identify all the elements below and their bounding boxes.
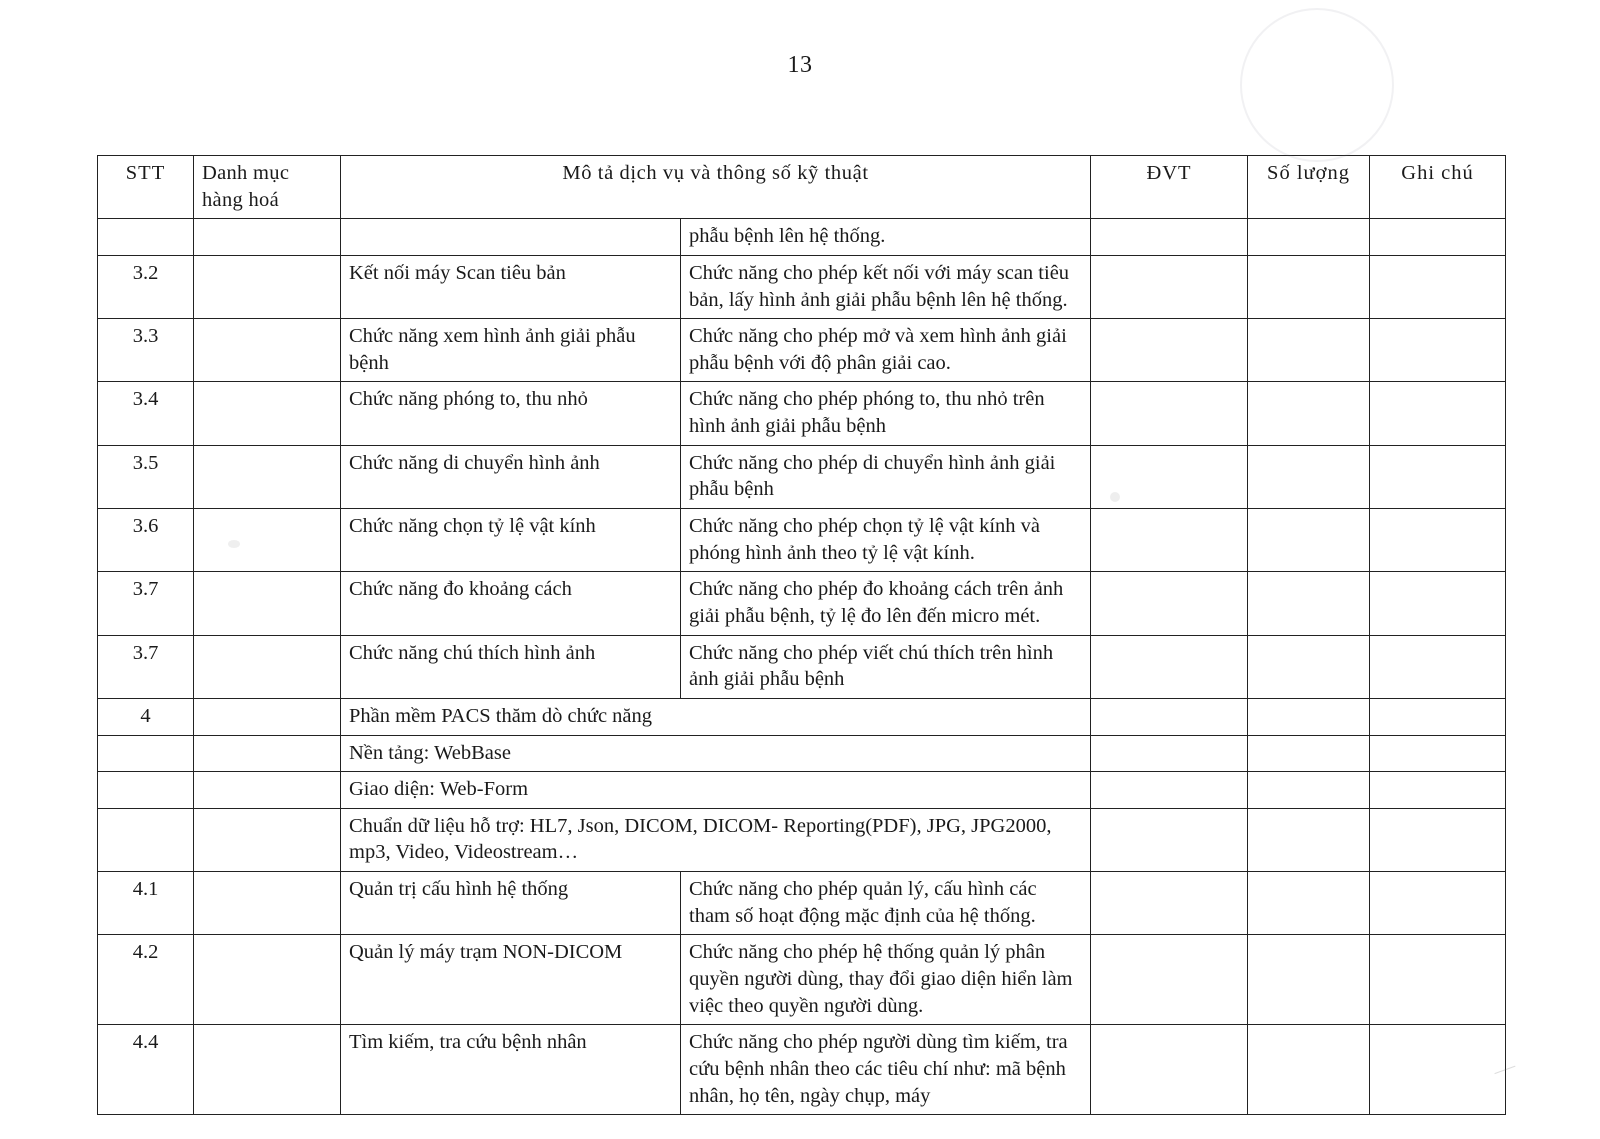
cell-stt: 3.5 <box>98 445 194 508</box>
cell-danh-muc <box>194 772 341 809</box>
cell-stt: 3.7 <box>98 635 194 698</box>
table-row <box>98 572 1506 635</box>
cell-ghi-chu <box>1370 255 1506 318</box>
cell-so-luong <box>1248 698 1370 735</box>
cell-dvt <box>1091 772 1248 809</box>
cell-danh-muc <box>194 935 341 1025</box>
specification-table <box>97 155 1506 1115</box>
cell-stt: 4 <box>98 698 194 735</box>
table-row <box>98 219 1506 256</box>
cell-mo-ta: Chức năng cho phép di chuyển hình ảnh giải phẫu bệnh <box>681 445 1091 508</box>
cell-mo-ta: Chức năng cho phép đo khoảng cách trên ảnh giải phẫu bệnh, tỷ lệ đo lên đến micro mét. <box>681 572 1091 635</box>
cell-danh-muc <box>194 509 341 572</box>
cell-dvt <box>1091 808 1248 871</box>
cell-danh-muc <box>194 698 341 735</box>
cell-dvt <box>1091 382 1248 445</box>
table-row <box>98 382 1506 445</box>
specification-table-wrapper <box>97 155 1505 1115</box>
cell-dvt <box>1091 319 1248 382</box>
table-row <box>98 872 1506 935</box>
cell-ghi-chu <box>1370 872 1506 935</box>
cell-stt: 3.3 <box>98 319 194 382</box>
cell-danh-muc <box>194 635 341 698</box>
cell-so-luong <box>1248 1025 1370 1115</box>
cell-stt <box>98 808 194 871</box>
cell-ten <box>341 219 681 256</box>
cell-so-luong <box>1248 319 1370 382</box>
cell-mo-ta: Chức năng cho phép viết chú thích trên hình ảnh giải phẫu bệnh <box>681 635 1091 698</box>
cell-mo-ta: Chức năng cho phép mở và xem hình ảnh giải phẫu bệnh với độ phân giải cao. <box>681 319 1091 382</box>
cell-ghi-chu <box>1370 219 1506 256</box>
cell-stt: 3.6 <box>98 509 194 572</box>
cell-dvt <box>1091 735 1248 772</box>
cell-dvt <box>1091 255 1248 318</box>
cell-ghi-chu <box>1370 572 1506 635</box>
cell-ghi-chu <box>1370 382 1506 445</box>
cell-ten-span: Chuẩn dữ liệu hỗ trợ: HL7, Json, DICOM, DICOM- Reporting(PDF), JPG, JPG2000, mp3, Video, Videostream… <box>341 808 1091 871</box>
cell-ten: Tìm kiếm, tra cứu bệnh nhân <box>341 1025 681 1115</box>
table-row <box>98 1025 1506 1115</box>
cell-stt: 4.2 <box>98 935 194 1025</box>
cell-so-luong <box>1248 219 1370 256</box>
cell-danh-muc <box>194 255 341 318</box>
cell-so-luong <box>1248 445 1370 508</box>
table-row <box>98 319 1506 382</box>
cell-ten: Quản trị cấu hình hệ thống <box>341 872 681 935</box>
cell-dvt <box>1091 635 1248 698</box>
table-row <box>98 935 1506 1025</box>
table-row <box>98 445 1506 508</box>
cell-ghi-chu <box>1370 935 1506 1025</box>
cell-ten: Chức năng xem hình ảnh giải phẫu bệnh <box>341 319 681 382</box>
cell-danh-muc <box>194 735 341 772</box>
cell-stt: 3.2 <box>98 255 194 318</box>
cell-dvt <box>1091 872 1248 935</box>
cell-dvt <box>1091 509 1248 572</box>
cell-so-luong <box>1248 772 1370 809</box>
cell-ten: Kết nối máy Scan tiêu bản <box>341 255 681 318</box>
cell-ghi-chu <box>1370 808 1506 871</box>
cell-danh-muc <box>194 872 341 935</box>
cell-mo-ta: Chức năng cho phép hệ thống quản lý phân quyền người dùng, thay đổi giao diện hiển làm việc theo quyền người dùng. <box>681 935 1091 1025</box>
cell-mo-ta: Chức năng cho phép quản lý, cấu hình các tham số hoạt động mặc định của hệ thống. <box>681 872 1091 935</box>
cell-danh-muc <box>194 382 341 445</box>
cell-stt: 3.7 <box>98 572 194 635</box>
cell-mo-ta: phẫu bệnh lên hệ thống. <box>681 219 1091 256</box>
cell-ghi-chu <box>1370 772 1506 809</box>
table-row <box>98 255 1506 318</box>
cell-ghi-chu <box>1370 1025 1506 1115</box>
cell-stt: 4.1 <box>98 872 194 935</box>
scan-artifact-stamp <box>1240 8 1394 162</box>
cell-dvt <box>1091 698 1248 735</box>
cell-ten-span: Giao diện: Web-Form <box>341 772 1091 809</box>
cell-stt <box>98 219 194 256</box>
cell-so-luong <box>1248 255 1370 318</box>
cell-so-luong <box>1248 935 1370 1025</box>
cell-so-luong <box>1248 509 1370 572</box>
cell-stt: 4.4 <box>98 1025 194 1115</box>
cell-danh-muc <box>194 445 341 508</box>
cell-mo-ta: Chức năng cho phép phóng to, thu nhỏ trên hình ảnh giải phẫu bệnh <box>681 382 1091 445</box>
cell-ten-span: Phần mềm PACS thăm dò chức năng <box>341 698 1091 735</box>
cell-so-luong <box>1248 572 1370 635</box>
cell-ten: Chức năng chọn tỷ lệ vật kính <box>341 509 681 572</box>
cell-dvt <box>1091 572 1248 635</box>
column-header-mo-ta: Mô tả dịch vụ và thông số kỹ thuật <box>341 156 1091 219</box>
cell-ghi-chu <box>1370 635 1506 698</box>
cell-stt: 3.4 <box>98 382 194 445</box>
cell-ghi-chu <box>1370 445 1506 508</box>
cell-so-luong <box>1248 635 1370 698</box>
table-row <box>98 635 1506 698</box>
cell-dvt <box>1091 445 1248 508</box>
cell-ten: Chức năng di chuyển hình ảnh <box>341 445 681 508</box>
table-row <box>98 772 1506 809</box>
cell-so-luong <box>1248 872 1370 935</box>
cell-dvt <box>1091 935 1248 1025</box>
table-header-row <box>98 156 1506 219</box>
cell-ghi-chu <box>1370 509 1506 572</box>
table-row <box>98 509 1506 572</box>
cell-ghi-chu <box>1370 735 1506 772</box>
page-number: 13 <box>787 52 813 78</box>
cell-danh-muc <box>194 1025 341 1115</box>
cell-ten: Quản lý máy trạm NON-DICOM <box>341 935 681 1025</box>
column-header-stt: STT <box>98 156 194 219</box>
cell-danh-muc <box>194 808 341 871</box>
cell-so-luong <box>1248 735 1370 772</box>
table-row <box>98 808 1506 871</box>
cell-ten-span: Nền tảng: WebBase <box>341 735 1091 772</box>
cell-so-luong <box>1248 382 1370 445</box>
cell-ten: Chức năng chú thích hình ảnh <box>341 635 681 698</box>
cell-ghi-chu <box>1370 698 1506 735</box>
cell-mo-ta: Chức năng cho phép kết nối với máy scan tiêu bản, lấy hình ảnh giải phẫu bệnh lên hệ thống. <box>681 255 1091 318</box>
cell-stt <box>98 735 194 772</box>
column-header-so-luong: Số lượng <box>1248 156 1370 219</box>
cell-ten: Chức năng đo khoảng cách <box>341 572 681 635</box>
cell-danh-muc <box>194 572 341 635</box>
column-header-danh-muc: Danh mục hàng hoá <box>194 156 341 219</box>
cell-danh-muc <box>194 219 341 256</box>
cell-ghi-chu <box>1370 319 1506 382</box>
cell-mo-ta: Chức năng cho phép người dùng tìm kiếm, tra cứu bệnh nhân theo các tiêu chí như: mã bệnh nhân, họ tên, ngày chụp, máy <box>681 1025 1091 1115</box>
column-header-dvt: ĐVT <box>1091 156 1248 219</box>
table-row <box>98 735 1506 772</box>
column-header-ghi-chu: Ghi chú <box>1370 156 1506 219</box>
cell-dvt <box>1091 1025 1248 1115</box>
cell-stt <box>98 772 194 809</box>
cell-mo-ta: Chức năng cho phép chọn tỷ lệ vật kính và phóng hình ảnh theo tỷ lệ vật kính. <box>681 509 1091 572</box>
cell-ten: Chức năng phóng to, thu nhỏ <box>341 382 681 445</box>
cell-danh-muc <box>194 319 341 382</box>
table-row-section <box>98 698 1506 735</box>
cell-dvt <box>1091 219 1248 256</box>
cell-so-luong <box>1248 808 1370 871</box>
